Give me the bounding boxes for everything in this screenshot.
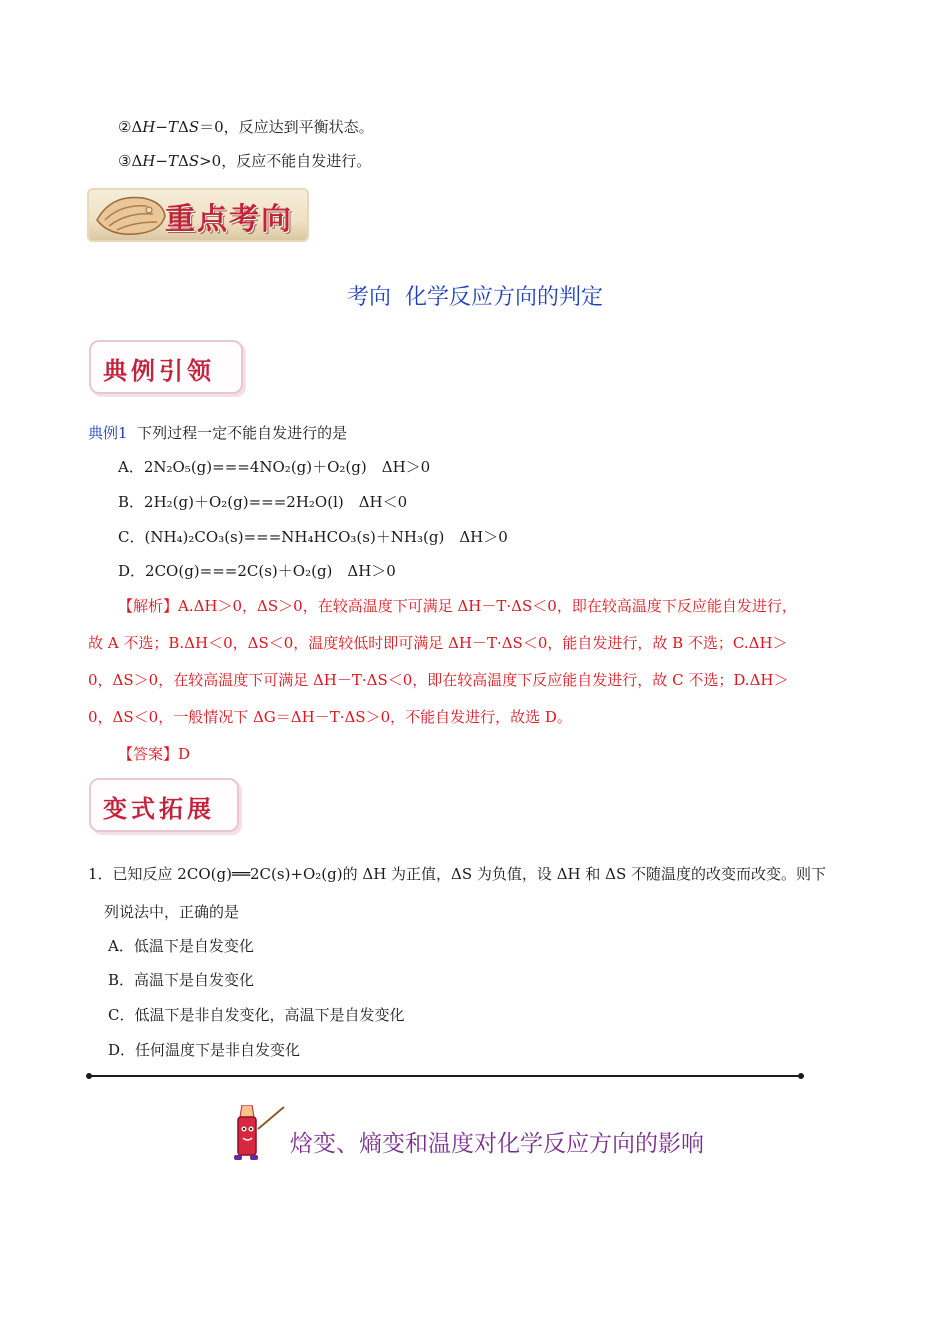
variant-header: 变式拓展 (89, 778, 239, 832)
example-question: 典例1 下列过程一定不能自发进行的是 (88, 424, 348, 442)
analysis-line-3: 0，ΔS＞0，在较高温度下可满足 ΔH－T·ΔS＜0，即在较高温度下反应能自发进行，故 C 不选；D.ΔH＞ (88, 671, 789, 689)
key-topic-banner (87, 188, 309, 242)
example-option-b: B．2H₂(g)＋O₂(g)===2H₂O(l) ΔH＜0 (118, 493, 408, 511)
divider-line (90, 1075, 802, 1077)
analysis-line-4: 0，ΔS＜0，一般情况下 ΔG＝ΔH－T·ΔS＞0，不能自发进行，故选 D。 (88, 708, 572, 726)
divider-right-dot (798, 1073, 804, 1079)
condition-line-2: ②ΔH−TΔS＝0，反应达到平衡状态。 (118, 118, 374, 136)
pencil-mascot-icon (228, 1105, 288, 1165)
condition-line-3: ③ΔH−TΔS>0，反应不能自发进行。 (118, 152, 372, 170)
exercise-option-a: A．低温下是自发变化 (108, 937, 254, 955)
answer-line: 【答案】D (118, 745, 191, 763)
section-title: 考向 化学反应方向的判定 (346, 285, 604, 310)
exercise-option-d: D．任何温度下是非自发变化 (108, 1041, 301, 1059)
example-option-c: C．(NH₄)₂CO₃(s)===NH₄HCO₃(s)＋NH₃(g) ΔH＞0 (118, 528, 508, 546)
example-option-d: D．2CO(g)===2C(s)＋O₂(g) ΔH＞0 (118, 562, 396, 580)
exercise-line-2: 列说法中，正确的是 (104, 903, 240, 921)
banner-label: 重点考向 (165, 202, 293, 237)
exercise-option-c: C．低温下是非自发变化，高温下是自发变化 (108, 1006, 405, 1024)
analysis-line-2: 故 A 不选；B.ΔH＜0，ΔS＜0，温度较低时即可满足 ΔH－T·ΔS＜0，能自发进行，故 B 不选；C.ΔH＞ (88, 634, 788, 652)
exercise-line-1: 1．已知反应 2CO(g)══2C(s)+O₂(g)的 ΔH 为正值，ΔS 为负值，设 ΔH 和 ΔS 不随温度的改变而改变。则下 (88, 865, 827, 883)
seashell-icon (91, 190, 169, 240)
exercise-option-b: B．高温下是自发变化 (108, 971, 255, 989)
example-label: 典例1 (88, 424, 128, 442)
analysis-line-1: 【解析】A.ΔH＞0，ΔS＞0，在较高温度下可满足 ΔH－T·ΔS＜0，即在较高温度下反应能自发进行， (118, 597, 797, 615)
footer-title: 焓变、熵变和温度对化学反应方向的影响 (290, 1131, 704, 1157)
example-option-a: A．2N₂O₅(g)===4NO₂(g)＋O₂(g) ΔH＞0 (118, 458, 431, 476)
example-header: 典例引领 (89, 340, 243, 394)
